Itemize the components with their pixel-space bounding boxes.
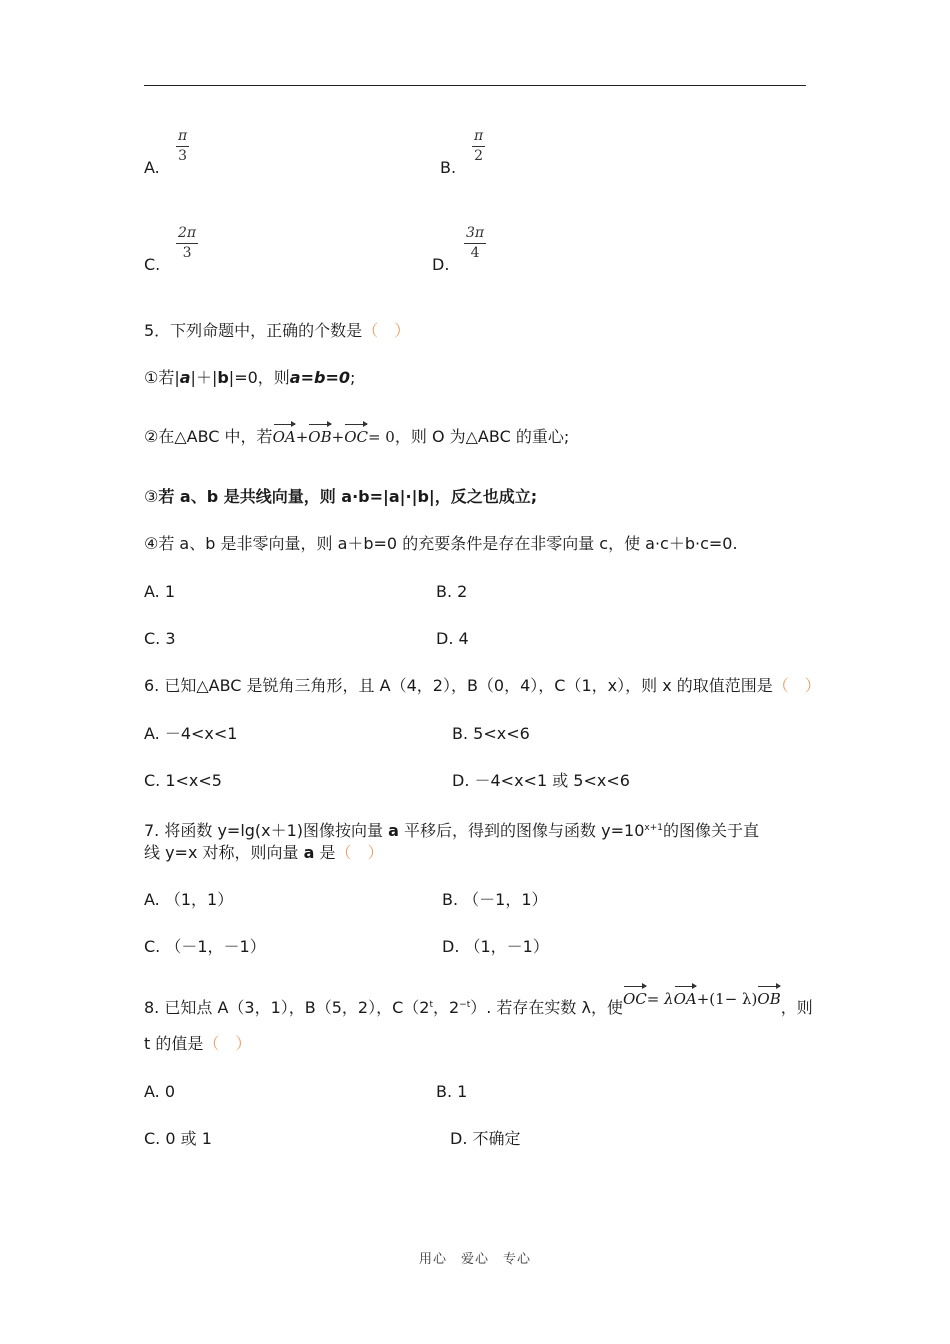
q4-option-a-fraction [176,128,189,164]
q4-option-a-label: A. [144,158,160,177]
q4-option-d-fraction [464,225,486,261]
fraction-denominator: 3 [178,148,188,164]
header-rule [144,85,806,86]
statement-text: 若 a、b 是非零向量，则 a＋b=0 的充要条件是存在非零向量 c，使 a·c＋b·c=0. [158,534,738,553]
q5-statement-4 [144,533,738,555]
vector-oc: OC [623,984,647,1010]
q6-option-c: C. 1<x<5 [144,771,222,790]
q5-statement-1 [144,367,355,389]
q5-option-d: D. 4 [436,629,469,648]
q5-option-a: A. 1 [144,582,176,601]
fraction-numerator: π [178,128,188,144]
fraction-numerator: 2π [178,225,197,241]
q6-option-b: B. 5<x<6 [452,724,530,743]
q8-stem-text: ，则 [780,998,813,1017]
vector-oa: OA [273,422,296,448]
statement-text: 若| [158,368,180,387]
vector-ob: OB [308,422,331,448]
q8-stem-text: ，2 [432,998,460,1017]
answer-paren: （ ） [203,1034,252,1053]
q5-stem [144,320,410,342]
formula-text: +(1− λ) [696,990,758,1008]
q6-option-a: A. －4<x<1 [144,724,238,743]
statement-text: ; [349,368,356,387]
exponent: x+1 [644,823,663,833]
q5-stem-text: 5．下列命题中，正确的个数是 [144,321,363,340]
statement-text: |=0，则 [228,368,290,387]
statement-text: ，则 O 为△ABC 的重心; [394,427,570,446]
page-footer: 用心 爱心 专心 [418,1252,531,1267]
q4-option-d-label: D. [432,255,450,274]
q7-stem-text: 7. 将函数 y=lg(x＋1)图像按向量 [144,821,384,840]
q8-stem-text: 8. 已知点 A（3，1），B（5，2），C（2 [144,998,430,1017]
q7-stem-text: 线 y=x 对称，则向量 [144,843,299,862]
plus-sign: + [295,428,309,446]
fraction-denominator: 3 [182,245,192,261]
q8-option-b: B. 1 [436,1082,468,1101]
vector-oa: OA [674,984,697,1010]
q5-option-b: B. 2 [436,582,468,601]
q7-option-b: B. （－1，1） [442,890,548,909]
q8-option-d: D. 不确定 [450,1129,521,1148]
q7-stem-text: 的图像关于直 [662,821,759,840]
q8-stem-line1 [144,990,813,1019]
q7-stem-line2 [144,842,384,864]
q5-statement-2 [144,422,569,448]
answer-paren: （ ） [335,843,384,862]
vector-a: a [179,368,191,387]
statement-number: ② [144,427,159,446]
q5-statement-3 [144,486,537,508]
vector-b: b [217,368,229,387]
statement-number: ① [144,368,159,387]
q8-stem-text: ）. 若存在实数 λ，使 [470,998,623,1017]
formula-text: = λ [646,990,674,1008]
q7-option-a: A. （1，1） [144,890,234,909]
q6-stem-text: 6. 已知△ABC 是锐角三角形，且 A（4，2），B（0，4），C（1，x），则 x 的取值范围是 [144,676,773,695]
q4-option-b-label: B. [440,158,457,177]
statement-equation: a=b=0 [289,368,350,387]
plus-sign: + [331,428,345,446]
q4-option-c-label: C. [144,255,161,274]
fraction-numerator: π [474,128,484,144]
statement-text: |＋| [190,368,218,387]
vector-oc: OC [344,422,368,448]
vector-a: a [303,843,315,862]
q4-option-b-fraction [472,128,485,164]
fraction-denominator: 2 [474,148,484,164]
answer-paren: （ ） [772,676,821,695]
q8-option-c: C. 0 或 1 [144,1129,212,1148]
statement-text: 在△ABC 中，若 [158,427,273,446]
answer-paren: （ ） [362,321,411,340]
q4-option-c-fraction [176,225,198,261]
vector-a: a [388,821,399,840]
q6-option-d: D. －4<x<1 或 5<x<6 [452,771,630,790]
q7-stem-line1 [144,817,759,842]
q7-option-d: D. （1，－1） [442,937,549,956]
q8-stem-text: t 的值是 [144,1034,204,1053]
exponent: −t [459,1000,471,1010]
equals-zero: = 0 [367,428,395,446]
q7-stem-text: 是 [319,843,336,862]
q7-stem-text: 平移后，得到的图像与函数 y=10 [404,821,645,840]
q8-stem-line2 [144,1033,251,1055]
vector-ob: OB [757,984,780,1010]
exponent: t [429,1000,433,1010]
q5-option-c: C. 3 [144,629,176,648]
q8-option-a: A. 0 [144,1082,176,1101]
statement-number: ③ [144,487,159,506]
fraction-denominator: 4 [470,245,480,261]
statement-number: ④ [144,534,159,553]
fraction-numerator: 3π [466,225,485,241]
q7-option-c: C. （－1，－1） [144,937,266,956]
statement-text: 若 a、b 是共线向量，则 a·b=|a|·|b|，反之也成立; [158,487,538,506]
q6-stem [144,675,821,697]
